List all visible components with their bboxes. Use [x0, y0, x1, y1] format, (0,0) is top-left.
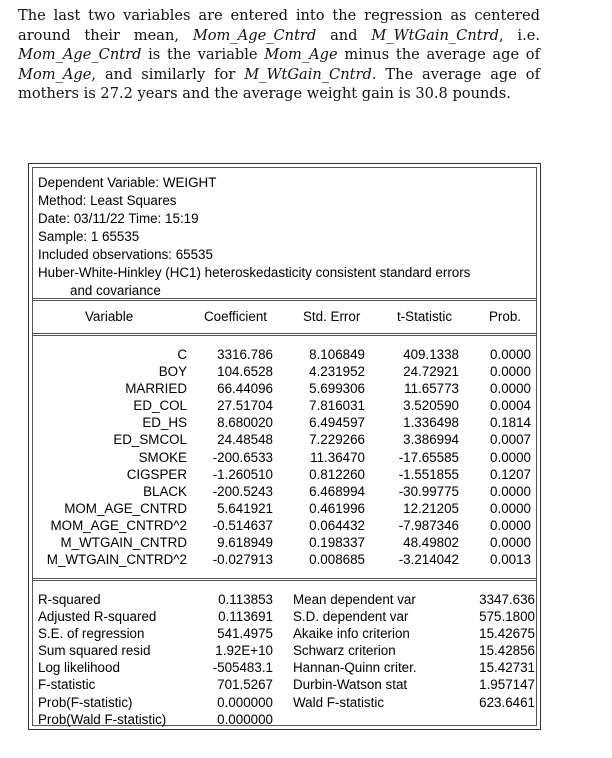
stat-value: 0.000000	[217, 694, 273, 710]
coefficient-value: 24.48548	[217, 432, 273, 448]
std-error-value: 6.494597	[309, 415, 365, 431]
summary-statistics	[33, 591, 536, 728]
stat-row	[33, 625, 536, 642]
table-row	[33, 534, 536, 551]
variable-name: MOM_AGE_CNTRD	[64, 500, 187, 516]
t-statistic-value: 3.386994	[403, 432, 459, 448]
prob-value: 0.1207	[490, 466, 531, 482]
stat-label-right: Wald F-statistic	[293, 694, 385, 710]
stat-row	[33, 694, 536, 711]
coefficient-value: 9.618949	[217, 535, 273, 551]
t-statistic-value: 12.21205	[403, 500, 459, 516]
std-error-value: 5.699306	[309, 381, 365, 397]
stat-row	[33, 642, 536, 659]
prob-value: 0.0000	[490, 517, 531, 533]
prob-value: 0.0000	[490, 483, 531, 499]
t-statistic-value: -17.65585	[398, 449, 459, 465]
stat-value-right: 15.42675	[479, 626, 535, 642]
table-row	[33, 346, 536, 363]
variable-name: ED_HS	[142, 415, 187, 431]
prob-value: 0.0013	[490, 552, 531, 568]
prob-value: 0.0004	[490, 398, 531, 414]
stat-row	[33, 608, 536, 625]
coefficient-value: 5.641921	[217, 500, 273, 516]
stat-label: Prob(F-statistic)	[38, 694, 133, 710]
var-m-wtgain-cntrd: M_WtGain_Cntrd	[371, 26, 499, 44]
stat-value: 1.92E+10	[215, 643, 273, 659]
stat-label: R-squared	[38, 592, 101, 607]
std-error-value: 7.229266	[309, 432, 365, 448]
variable-name: ED_COL	[133, 398, 187, 414]
table-row	[33, 500, 536, 517]
t-statistic-value: 11.65773	[404, 381, 459, 397]
divider	[33, 333, 536, 336]
prob-value: 0.0000	[490, 449, 531, 465]
stat-label: Log likelihood	[38, 660, 120, 676]
intro-paragraph: The last two variables are entered into the regression as centered around their mean, Mom_Age_Cntrd and M_WtGain_Cntrd, i.e. Mom_Age_Cntrd is the variable Mom_Age minus the average age of Mom_Age, and similarly for M_WtGain_Cntrd. The average age of mothers is 27.2 years and the average weight gain is 30.8 pounds.	[18, 7, 540, 102]
standard-errors-note-cont: and covariance	[70, 283, 161, 298]
stat-label-right: S.D. dependent var	[293, 609, 409, 625]
std-error-value: 11.36470	[310, 449, 365, 465]
col-std-error: Std. Error	[303, 309, 361, 324]
t-statistic-value: -3.214042	[398, 552, 459, 568]
col-coefficient: Coefficient	[204, 309, 268, 324]
coefficient-rows	[33, 346, 536, 568]
std-error-value: 7.816031	[309, 398, 365, 414]
stat-value-right: 15.42856	[479, 643, 535, 659]
coefficient-value: -200.6533	[212, 449, 273, 465]
method: Method: Least Squares	[38, 193, 177, 208]
stat-label-right: Schwarz criterion	[293, 643, 396, 659]
std-error-value: 0.198337	[309, 535, 365, 551]
std-error-value: 0.812260	[309, 466, 365, 482]
std-error-value: 6.468994	[309, 483, 365, 499]
variable-name: CIGSPER	[126, 466, 187, 482]
coefficient-value: 104.6528	[217, 364, 273, 380]
regression-output-table	[28, 163, 541, 730]
col-prob: Prob.	[489, 309, 522, 324]
col-t-statistic: t-Statistic	[397, 309, 453, 324]
table-row	[33, 363, 536, 380]
variable-name: BLACK	[143, 483, 187, 499]
stat-label-right: Akaike info criterion	[293, 626, 410, 642]
stat-label-right: Mean dependent var	[293, 592, 416, 607]
t-statistic-value: 1.336498	[403, 415, 459, 431]
prob-value: 0.0000	[490, 500, 531, 516]
sample: Sample: 1 65535	[38, 229, 140, 244]
variable-name: MOM_AGE_CNTRD^2	[50, 517, 187, 533]
t-statistic-value: -30.99775	[398, 483, 459, 499]
stat-label-right: Hannan-Quinn criter.	[293, 660, 417, 676]
divider	[33, 578, 536, 581]
std-error-value: 0.064432	[309, 517, 365, 533]
prob-value: 0.0000	[490, 535, 531, 551]
t-statistic-value: -7.987346	[398, 517, 459, 533]
coefficient-value: -200.5243	[212, 483, 273, 499]
variable-name: M_WTGAIN_CNTRD^2	[46, 552, 187, 568]
standard-errors-note: Huber-White-Hinkley (HC1) heteroskedasticity consistent standard errors	[38, 265, 471, 280]
variable-name: BOY	[158, 364, 187, 380]
std-error-value: 4.231952	[309, 364, 365, 380]
std-error-value: 0.008685	[309, 552, 365, 568]
t-statistic-value: 409.1338	[403, 347, 459, 362]
stat-row	[33, 676, 536, 693]
stat-value-right: 575.1800	[479, 609, 535, 625]
coefficient-value: -1.260510	[212, 466, 273, 482]
variable-name: C	[177, 347, 187, 362]
date: Date: 03/11/22 Time: 15:19	[38, 211, 199, 226]
t-statistic-value: -1.551855	[398, 466, 459, 482]
observations: Included observations: 65535	[38, 247, 213, 262]
variable-name: MARRIED	[125, 381, 187, 397]
stat-row	[33, 591, 536, 608]
t-statistic-value: 3.520590	[403, 398, 459, 414]
coefficient-value: 27.51704	[217, 398, 273, 414]
variable-name: M_WTGAIN_CNTRD	[60, 535, 187, 551]
std-error-value: 0.461996	[309, 500, 365, 516]
std-error-value: 8.106849	[309, 347, 365, 362]
stat-value-right: 1.957147	[479, 677, 535, 693]
stat-value: -505483.1	[212, 660, 273, 676]
table-row	[33, 380, 536, 397]
stat-value: 0.000000	[217, 711, 273, 727]
prob-value: 0.0000	[490, 347, 531, 362]
regression-header	[38, 174, 470, 300]
table-row	[33, 483, 536, 500]
table-row	[33, 397, 536, 414]
stat-value-right: 15.42731	[479, 660, 535, 676]
table-row	[33, 551, 536, 568]
stat-row	[33, 659, 536, 676]
table-row	[33, 449, 536, 466]
stat-label: S.E. of regression	[38, 626, 145, 642]
coefficient-value: -0.514637	[212, 517, 273, 533]
stat-value-right: 3347.636	[479, 592, 535, 607]
stat-label: Sum squared resid	[38, 643, 151, 659]
var-mom-age-cntrd: Mom_Age_Cntrd	[192, 26, 317, 44]
stat-label: Prob(Wald F-statistic)	[38, 711, 167, 727]
stat-value: 0.113853	[218, 592, 273, 607]
stat-value: 701.5267	[217, 677, 273, 693]
stat-value-right: 623.6461	[479, 694, 535, 710]
t-statistic-value: 24.72921	[403, 364, 459, 380]
table-row	[33, 431, 536, 448]
stat-value: 0.113691	[218, 609, 273, 625]
coefficient-value: 3316.786	[217, 347, 273, 362]
coefficient-value: 8.680020	[217, 415, 273, 431]
prob-value: 0.0007	[490, 432, 531, 448]
prob-value: 0.1814	[490, 415, 531, 431]
prob-value: 0.0000	[490, 364, 531, 380]
table-row	[33, 466, 536, 483]
variable-name: ED_SMCOL	[113, 432, 187, 448]
dependent-variable: Dependent Variable: WEIGHT	[38, 175, 217, 190]
coefficient-value: -0.027913	[212, 552, 273, 568]
divider	[33, 298, 536, 301]
stat-row	[33, 711, 536, 728]
stat-label: F-statistic	[38, 677, 96, 693]
table-row	[33, 517, 536, 534]
stat-label: Adjusted R-squared	[38, 609, 157, 625]
prob-value: 0.0000	[490, 381, 531, 397]
col-variable: Variable	[85, 309, 134, 324]
t-statistic-value: 48.49802	[403, 535, 459, 551]
stat-value: 541.4975	[217, 626, 273, 642]
table-row	[33, 414, 536, 431]
stat-label-right: Durbin-Watson stat	[293, 677, 408, 693]
coefficient-value: 66.44096	[217, 381, 273, 397]
variable-name: SMOKE	[138, 449, 187, 465]
